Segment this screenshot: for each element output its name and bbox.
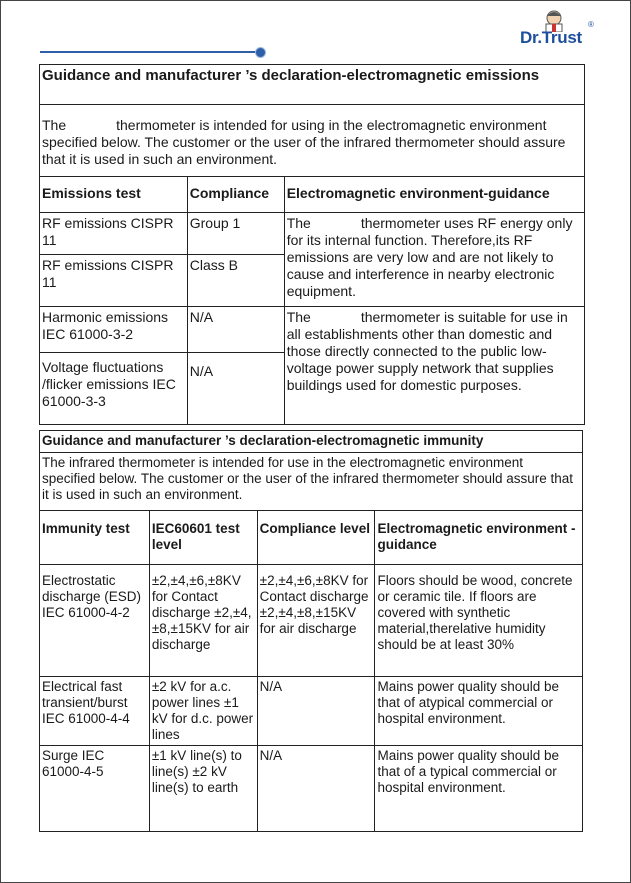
emissions-intro-rest: thermometer is intended for using in the electromagnetic environment specified below. The customer or the user of the infrared thermometer should assure that it is used in such an environment. [42, 117, 566, 167]
emissions-intro-start: The [42, 117, 67, 133]
emissions-row-test: RF emissions CISPR 11 [40, 213, 188, 255]
header-emissions-test: Emissions test [40, 177, 188, 213]
immunity-row-compliance: N/A [257, 677, 375, 746]
immunity-row-test: Surge IEC 61000-4-5 [40, 746, 150, 832]
immunity-intro: The infrared thermometer is intended for use in the electromagnetic environment specified below. The customer or the user of the infrared thermometer should assure that it is used in such an environment. [40, 453, 583, 511]
immunity-row-compliance: ±2,±4,±6,±8KV for Contact discharge ±2,±4,±8,±15KV for air discharge [257, 565, 375, 677]
header-compliance-level: Compliance level [257, 511, 375, 565]
header-compliance: Compliance [187, 177, 284, 213]
emissions-guidance-2 [284, 307, 584, 425]
header-guidance: Electromagnetic environment-guidance [284, 177, 584, 213]
immunity-row-guidance: Floors should be wood, concrete or ceramic tile. If floors are covered with synthetic material,therelative humidity should be at least 30% [375, 565, 583, 677]
immunity-title: Guidance and manufacturer ’s declaration-electromagnetic immunity [40, 431, 583, 453]
immunity-row-guidance: Mains power quality should be that of a typical commercial or hospital environment. [375, 746, 583, 832]
immunity-row-test: Electrostatic discharge (ESD) IEC 61000-4-2 [40, 565, 150, 677]
emissions-row-compliance: Group 1 [187, 213, 284, 255]
emissions-guidance-1 [284, 213, 584, 307]
guidance-1-rest: thermometer uses RF energy only for its internal function. Therefore,its RF emissions are very low and are not likely to cause and interference in nearby electronic equipment. [286, 215, 573, 299]
header-rule [40, 51, 260, 53]
emissions-row-compliance: N/A [187, 353, 284, 425]
header-env-guidance: Electromagnetic environment -guidance [375, 511, 583, 565]
guidance-2-rest: thermometer is suitable for use in all establishments other than domestic and those directly connected to the public low-voltage power supply network that supplies buildings used for domestic purposes. [286, 309, 568, 393]
immunity-row-level: ±1 kV line(s) to line(s) ±2 kV line(s) to earth [149, 746, 257, 832]
immunity-row-level: ±2,±4,±6,±8KV for Contact discharge ±2,±4,±8,±15KV for air discharge [149, 565, 257, 677]
emissions-intro [40, 105, 585, 177]
emissions-row-compliance: N/A [187, 307, 284, 353]
guidance-2-start: The [286, 309, 311, 325]
emissions-row-compliance: Class B [187, 255, 284, 307]
immunity-row-level: ±2 kV for a.c. power lines ±1 kV for d.c. power lines [149, 677, 257, 746]
header-test-level: IEC60601 test level [149, 511, 257, 565]
brand-logo [516, 8, 596, 48]
immunity-row-guidance: Mains power quality should be that of atypical commercial or hospital environment. [375, 677, 583, 746]
emissions-row-test: Voltage fluctuations /flicker emissions IEC 61000-3-3 [40, 353, 188, 425]
brand-name: Dr.Trust [520, 28, 582, 47]
registered-mark: ® [588, 20, 594, 29]
emissions-row-test: RF emissions CISPR 11 [40, 255, 188, 307]
immunity-table [39, 430, 583, 832]
emissions-row-test: Harmonic emissions IEC 61000-3-2 [40, 307, 188, 353]
immunity-row-compliance: N/A [257, 746, 375, 832]
header-immunity-test: Immunity test [40, 511, 150, 565]
emissions-title: Guidance and manufacturer ’s declaration-electromagnetic emissions [40, 65, 585, 105]
guidance-1-start: The [286, 215, 311, 231]
immunity-row-test: Electrical fast transient/burst IEC 61000-4-4 [40, 677, 150, 746]
header-dot [255, 47, 266, 58]
emissions-table [39, 64, 585, 425]
